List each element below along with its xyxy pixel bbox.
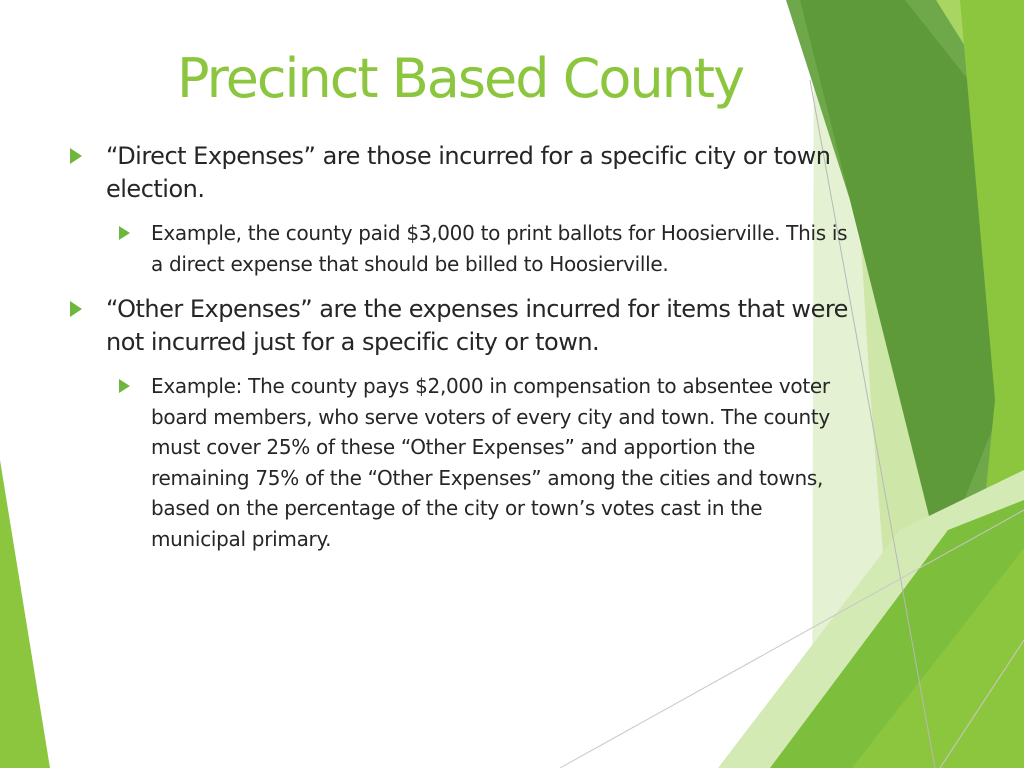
left-edge-green-facet	[0, 460, 50, 768]
sub-bullet-direct-example	[111, 218, 856, 279]
bullet-text: “Other Expenses” are the expenses incurred for items that were not incurred just for a specific city or town.	[106, 295, 848, 356]
bullet-direct-expenses	[66, 140, 856, 206]
bullet-arrow-icon	[70, 301, 82, 317]
sub-bullet-text: Example: The county pays $2,000 in compensation to absentee voter board members, who serve voters of every city and town. The county must cover 25% of these “Other Expenses” and apportion the remaining 75% of the “Other Expenses” among the cities and towns, based on the percentage of the city or town’s votes cast in the municipal primary.	[151, 374, 830, 551]
bullet-arrow-icon	[119, 379, 130, 393]
bullet-text: “Direct Expenses” are those incurred for a specific city or town election.	[106, 142, 831, 203]
bullet-arrow-icon	[119, 226, 130, 240]
bullet-arrow-icon	[70, 148, 82, 164]
slide-title: Precinct Based County	[176, 47, 744, 110]
slide-body	[66, 140, 856, 568]
bullet-other-expenses	[66, 293, 856, 359]
sub-bullet-other-example	[111, 371, 856, 554]
sub-bullet-text: Example, the county paid $3,000 to print ballots for Hoosierville. This is a direct expense that should be billed to Hoosierville.	[151, 221, 848, 276]
